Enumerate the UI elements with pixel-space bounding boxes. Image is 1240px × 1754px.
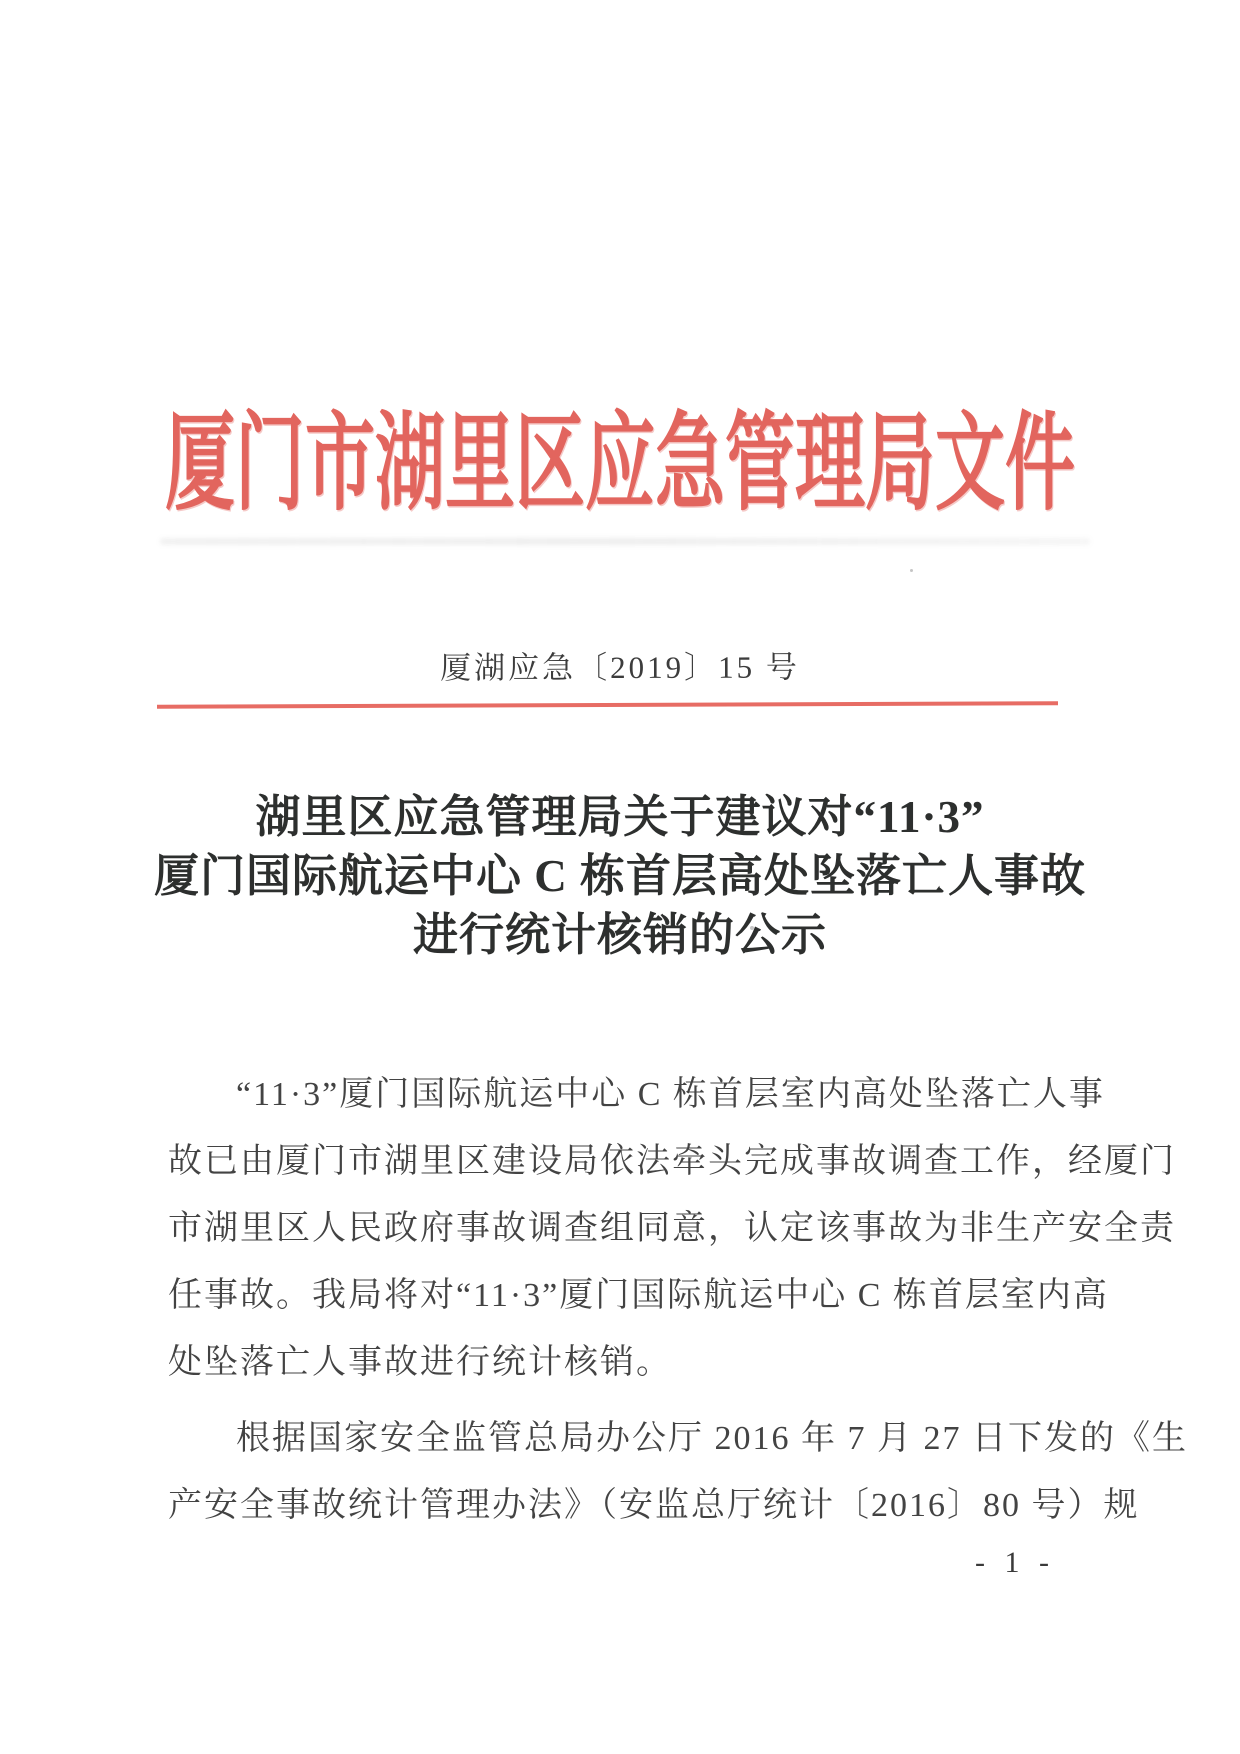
red-divider-rule — [157, 701, 1058, 708]
document-title-line-2: 厦门国际航运中心 C 栋首层高处坠落亡人事故 — [154, 851, 1086, 901]
document-title-line-3: 进行统计核销的公示 — [412, 910, 827, 960]
document-title-line-1: 湖里区应急管理局关于建议对“11·3” — [255, 792, 985, 842]
body-line: 根据国家安全监管总局办公厅 2016 年 7 月 27 日下发的《生 — [236, 1420, 1188, 1457]
document-number: 厦湖应急〔2019〕15 号 — [440, 649, 800, 686]
paragraph-2 — [168, 1405, 1188, 1539]
paragraph-1 — [168, 1061, 1176, 1396]
letterhead-title: 厦门市湖里区应急管理局文件 — [165, 406, 1075, 524]
body-line: 故已由厦门市湖里区建设局依法牵头完成事故调查工作，经厦门 — [168, 1143, 1176, 1180]
scan-smudge-artifact — [160, 538, 1090, 545]
body-line: “11·3”厦门国际航运中心 C 栋首层室内高处坠落亡人事 — [236, 1076, 1105, 1113]
body-line: 市湖里区人民政府事故调查组同意，认定该事故为非生产安全责 — [168, 1210, 1176, 1247]
scan-speckle — [910, 569, 913, 572]
page-number: - 1 - — [975, 1546, 1055, 1579]
document-title — [70, 788, 1170, 965]
body-line: 产安全事故统计管理办法》（安监总厅统计〔2016〕80 号）规 — [168, 1487, 1140, 1524]
body-text — [168, 1061, 1188, 1539]
body-line: 任事故。我局将对“11·3”厦门国际航运中心 C 栋首层室内高 — [168, 1277, 1109, 1314]
body-line: 处坠落亡人事故进行统计核销。 — [168, 1344, 672, 1381]
